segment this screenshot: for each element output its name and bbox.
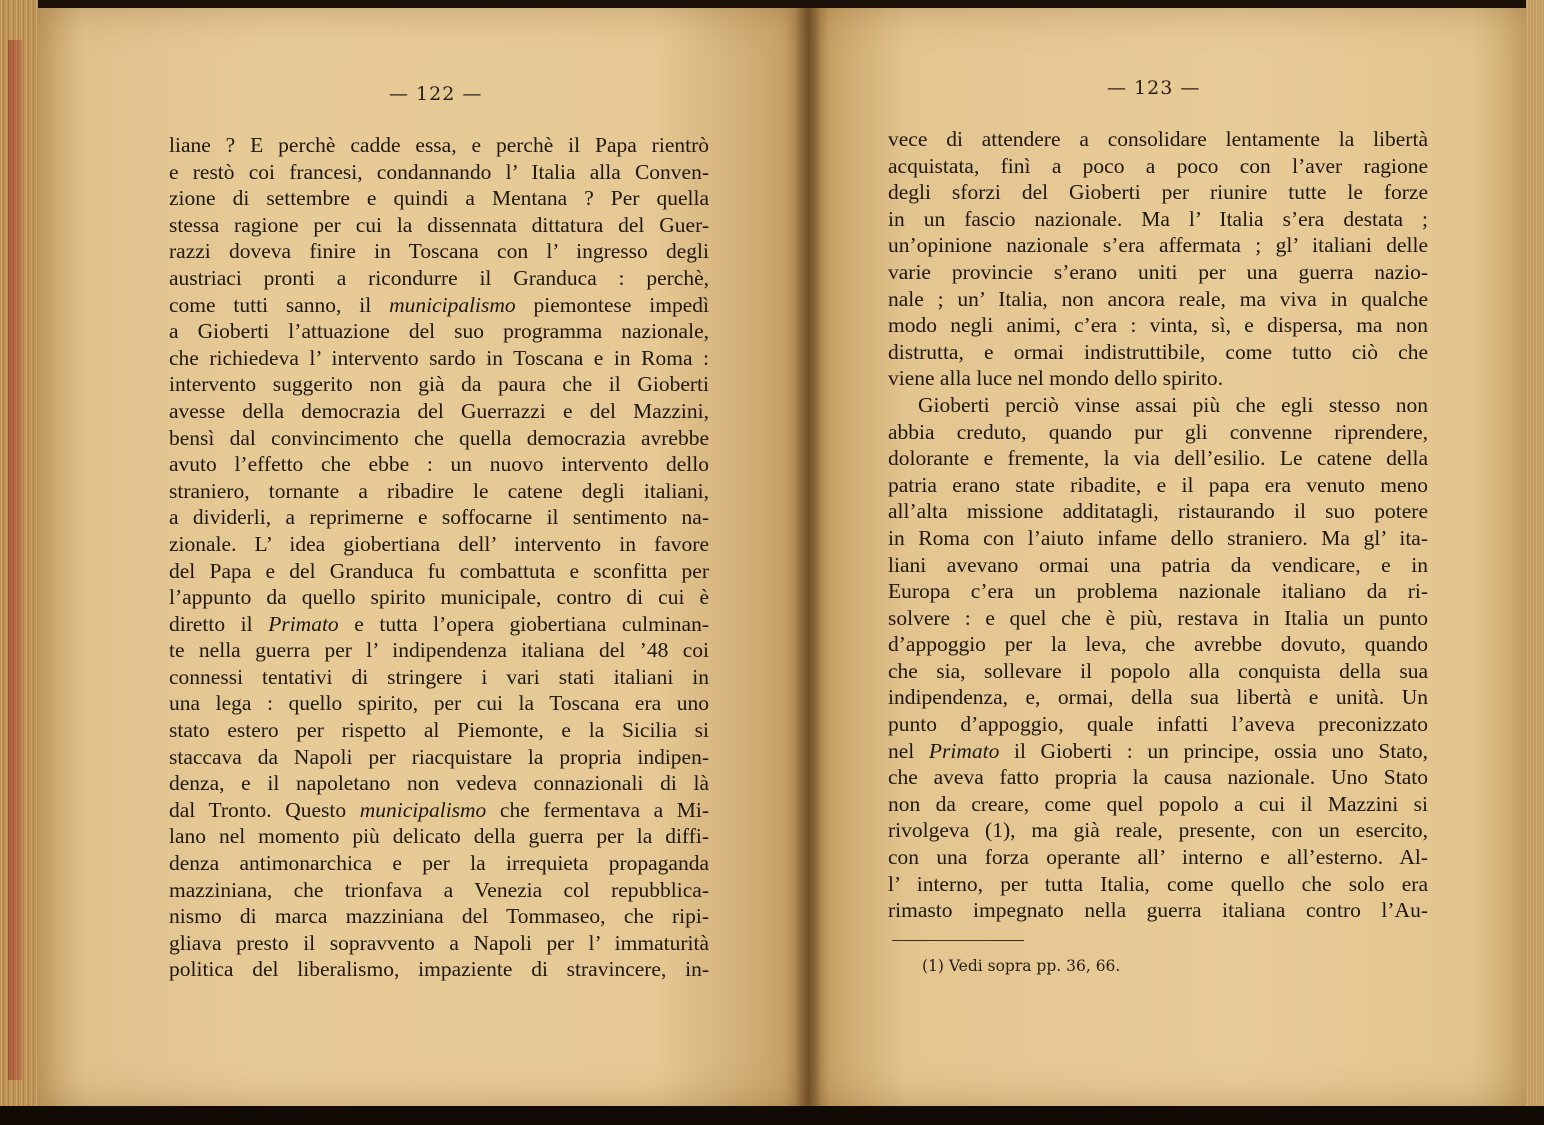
text-line: stato estero per rispetto al Piemonte, e la Sicilia si xyxy=(169,718,709,743)
text-line: punto d’appoggio, quale infatti l’aveva preconizzato xyxy=(888,712,1428,737)
text-line: razzi doveva finire in Toscana con l’ ingresso degli xyxy=(169,239,709,264)
text-line: che aveva fatto propria la causa nazionale. Uno Stato xyxy=(888,765,1428,790)
text-line: nel Primato il Gioberti : un principe, ossia uno Stato, xyxy=(888,738,1428,763)
text-line: acquistata, finì a poco a poco con l’aver ragione xyxy=(888,153,1428,178)
right-page-number: — 123 — xyxy=(1107,77,1201,99)
text-line: l’appunto da quello spirito municipale, contro di cui è xyxy=(169,585,709,610)
text-line: distrutta, e ormai indistruttibile, come tutto ciò che xyxy=(888,339,1428,364)
text-line: rimasto impegnato nella guerra italiana contro l’Au- xyxy=(888,898,1428,923)
text-line: straniero, tornante a ribadire le catene degli italiani, xyxy=(169,478,709,503)
text-line: bensì dal convincimento che quella democrazia avrebbe xyxy=(169,425,709,450)
text-line: Gioberti perciò vinse assai più che egli stesso non xyxy=(918,392,1428,417)
text-line: nale ; un’ Italia, non ancora reale, ma viva in qualche xyxy=(888,286,1428,311)
text-line: solvere : e quel che è più, restava in Italia un punto xyxy=(888,605,1428,630)
text-line: avuto l’effetto che ebbe : un nuovo intervento dello xyxy=(169,452,709,477)
right-page-text xyxy=(888,126,1428,924)
text-line: diretto il Primato e tutta l’opera giobertiana culminan- xyxy=(169,611,709,636)
page-block-edge-right xyxy=(1526,0,1544,1108)
text-line: in Roma con l’aiuto infame dello straniero. Ma gl’ ita- xyxy=(888,525,1428,550)
text-line: degli sforzi del Gioberti per riunire tutte le forze xyxy=(888,180,1428,205)
text-line: d’appoggio per la leva, che avrebbe dovuto, quando xyxy=(888,632,1428,657)
left-page-number: — 122 — xyxy=(389,83,483,105)
text-line: una lega : quello spirito, per cui la Toscana era uno xyxy=(169,691,709,716)
text-line: nismo di marca mazziniana del Tommaseo, che ripi- xyxy=(169,904,709,929)
text-line: vece di attendere a consolidare lentamente la libertà xyxy=(888,127,1428,151)
text-line: denza antimonarchica e per la irrequieta propaganda xyxy=(169,851,709,876)
text-line: liani avevano ormai una patria da vendicare, e in xyxy=(888,552,1428,577)
left-page-text xyxy=(169,132,709,983)
text-line: Europa c’era un problema nazionale italiano da ri- xyxy=(888,579,1428,604)
text-line: dal Tronto. Questo municipalismo che fermentava a Mi- xyxy=(169,797,709,822)
bottom-shadow xyxy=(0,1106,1544,1125)
text-line: mazziniana, che trionfava a Venezia col repubblica- xyxy=(169,877,709,902)
text-line: che richiedeva l’ intervento sardo in Toscana e in Roma : xyxy=(169,345,709,370)
text-line: intervento suggerito non già da paura che il Gioberti xyxy=(169,372,709,397)
text-line: austriaci pronti a ricondurre il Granduca : perchè, xyxy=(169,265,709,290)
text-line: varie provincie s’erano uniti per una guerra nazio- xyxy=(888,259,1428,284)
red-edge-stain xyxy=(8,40,22,1080)
text-line: con una forza operante all’ interno e all’esterno. Al- xyxy=(888,845,1428,870)
text-line: avesse della democrazia del Guerrazzi e del Mazzini, xyxy=(169,398,709,423)
text-line: politica del liberalismo, impaziente di stravincere, in- xyxy=(169,957,709,982)
text-line: lano nel momento più delicato della guerra per la diffi- xyxy=(169,824,709,849)
footnote-rule xyxy=(892,940,1024,941)
text-line: staccava da Napoli per riacquistare la propria indipen- xyxy=(169,744,709,769)
text-line: come tutti sanno, il municipalismo piemontese impedì xyxy=(169,292,709,317)
text-line: liane ? E perchè cadde essa, e perchè il Papa rientrò xyxy=(169,133,709,157)
text-line: stessa ragione per cui la dissennata dittatura del Guer- xyxy=(169,212,709,237)
book-gutter xyxy=(795,8,821,1106)
text-line: che sia, sollevare il popolo alla conquista della sua xyxy=(888,658,1428,683)
text-line: indipendenza, e, ormai, della sua libertà e unità. Un xyxy=(888,685,1428,710)
text-line: abbia creduto, quando pur gli convenne riprendere, xyxy=(888,419,1428,444)
text-line: zione di settembre e quindi a Mentana ? Per quella xyxy=(169,186,709,211)
text-line: non da creare, come quel popolo a cui il Mazzini si xyxy=(888,791,1428,816)
text-line: all’alta missione additatagli, ristaurando il suo potere xyxy=(888,499,1428,524)
text-line: rivolgeva (1), ma già reale, presente, con un esercito, xyxy=(888,818,1428,843)
footnote: (1) Vedi sopra pp. 36, 66. xyxy=(922,957,1121,975)
text-line: l’ interno, per tutta Italia, come quello che solo era xyxy=(888,871,1428,896)
text-line: e restò coi francesi, condannando l’ Italia alla Conven- xyxy=(169,159,709,184)
text-line: zionale. L’ idea giobertiana dell’ intervento in favore xyxy=(169,531,709,556)
text-line: a dividerli, a reprimerne e soffocarne il sentimento na- xyxy=(169,505,709,530)
text-line: un’opinione nazionale s’era affermata ; gl’ italiani delle xyxy=(888,233,1428,258)
text-line: dolorante e fremente, la via dell’esilio. Le catene della xyxy=(888,446,1428,471)
text-line: denza, e il napoletano non vedeva connazionali di là xyxy=(169,771,709,796)
text-line: gliava presto il sopravvento a Napoli per l’ immaturità xyxy=(169,930,709,955)
text-line: modo negli animi, c’era : vinta, sì, e dispersa, ma non xyxy=(888,313,1428,338)
text-line: viene alla luce nel mondo dello spirito. xyxy=(888,366,1223,391)
text-line: del Papa e del Granduca fu combattuta e sconfitta per xyxy=(169,558,709,583)
text-line: te nella guerra per l’ indipendenza italiana del ’48 coi xyxy=(169,638,709,663)
text-line: a Gioberti l’attuazione del suo programma nazionale, xyxy=(169,319,709,344)
text-line: connessi tentativi di stringere i vari stati italiani in xyxy=(169,664,709,689)
text-line: in un fascio nazionale. Ma l’ Italia s’era destata ; xyxy=(888,206,1428,231)
text-line: patria erano state ribadite, e il papa era venuto meno xyxy=(888,472,1428,497)
